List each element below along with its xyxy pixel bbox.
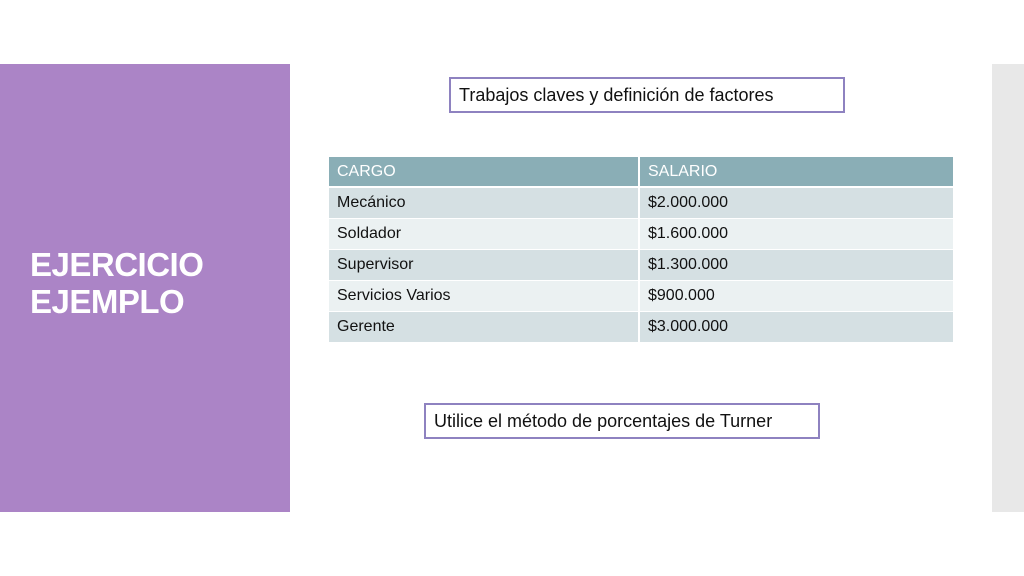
table-row [329,312,953,343]
cell-salario: $3.000.000 [640,312,953,343]
table-header-row [329,157,953,188]
table-row [329,219,953,250]
callout-trabajos-claves: Trabajos claves y definición de factores [449,77,845,113]
cell-salario: $900.000 [640,281,953,312]
table-row [329,188,953,219]
cell-cargo: Servicios Varios [329,281,640,312]
cell-cargo: Supervisor [329,250,640,281]
salary-table [329,157,953,343]
slide-title-line-1: EJERCICIO [30,246,204,283]
cell-cargo: Soldador [329,219,640,250]
callout-metodo-turner: Utilice el método de porcentajes de Turner [424,403,820,439]
table-row [329,281,953,312]
slide-title [30,246,280,320]
table-row [329,250,953,281]
cell-salario: $1.600.000 [640,219,953,250]
slide-title-line-2: EJEMPLO [30,283,185,320]
header-salario: SALARIO [640,157,953,188]
right-edge-strip [992,64,1024,512]
cell-salario: $2.000.000 [640,188,953,219]
cell-salario: $1.300.000 [640,250,953,281]
cell-cargo: Gerente [329,312,640,343]
header-cargo: CARGO [329,157,640,188]
cell-cargo: Mecánico [329,188,640,219]
